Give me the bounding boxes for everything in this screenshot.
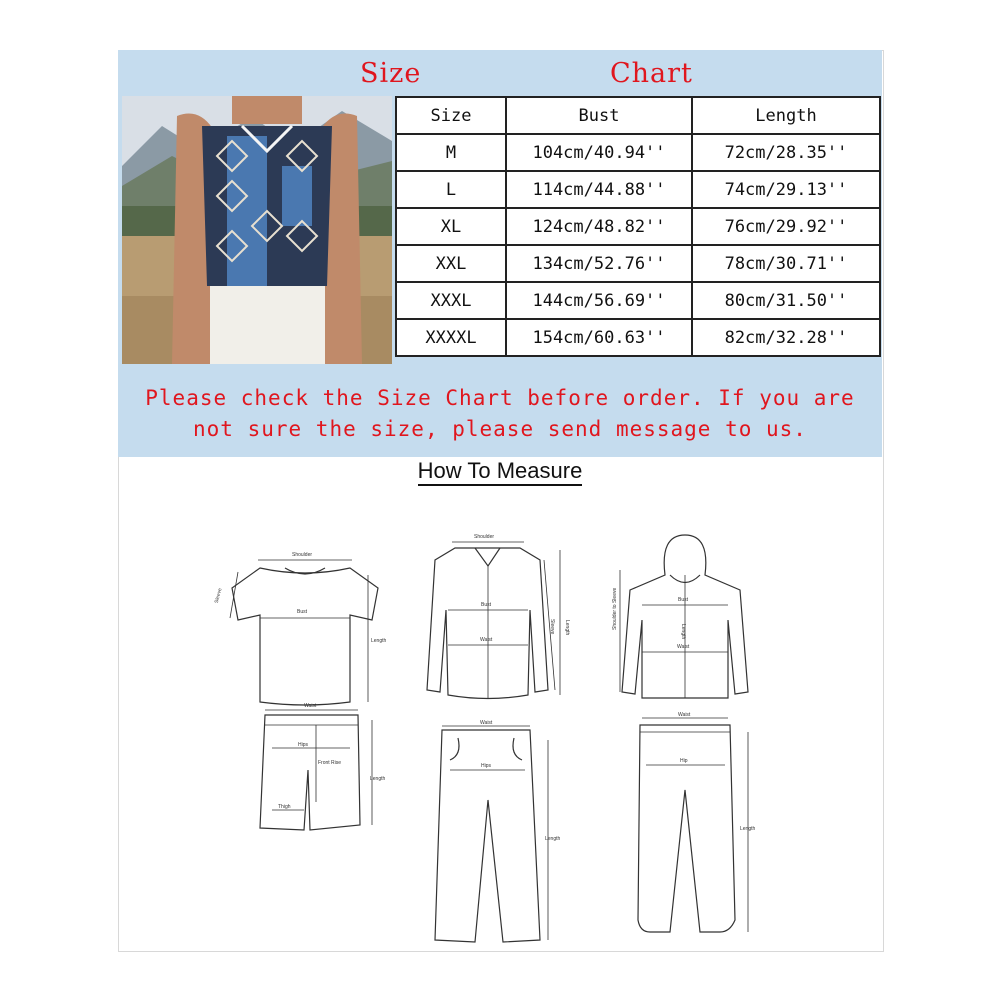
table-header-row bbox=[396, 97, 880, 134]
label-bust: Bust bbox=[297, 609, 308, 615]
table-row bbox=[396, 134, 880, 171]
column-header: Bust bbox=[506, 97, 692, 134]
shirt-diagram bbox=[427, 534, 570, 699]
table-cell: 124cm/48.82'' bbox=[506, 208, 692, 245]
hoodie-diagram bbox=[612, 535, 748, 698]
table-cell: 82cm/32.28'' bbox=[692, 319, 880, 356]
notice-line-2: not sure the size, please send message to us. bbox=[193, 417, 807, 441]
label-shoulder-shirt: Shoulder bbox=[474, 534, 495, 540]
trousers-diagram bbox=[435, 720, 561, 942]
how-to-measure-title: How To Measure bbox=[418, 458, 583, 486]
table-row bbox=[396, 319, 880, 356]
label-length-hoodie: Length bbox=[680, 624, 686, 640]
notice-line-1: Please check the Size Chart before order. If you are bbox=[145, 386, 855, 410]
how-to-measure-heading bbox=[0, 458, 1000, 484]
table-row bbox=[396, 245, 880, 282]
product-photo bbox=[122, 96, 392, 364]
table-cell: 74cm/29.13'' bbox=[692, 171, 880, 208]
table-row bbox=[396, 282, 880, 319]
label-shoulder-to-sleeve: Shoulder to Sleeve bbox=[612, 587, 618, 630]
table-cell: XXL bbox=[396, 245, 506, 282]
label-sleeve-shirt: Sleeve bbox=[549, 619, 555, 635]
label-waist-shorts: Waist bbox=[304, 703, 317, 709]
label-bust-hoodie: Bust bbox=[678, 597, 689, 603]
table-cell: 144cm/56.69'' bbox=[506, 282, 692, 319]
tshirt-diagram bbox=[214, 552, 387, 705]
label-hips-shorts: Hips bbox=[298, 742, 309, 748]
table-cell: XXXL bbox=[396, 282, 506, 319]
label-bust-shirt: Bust bbox=[481, 602, 492, 608]
label-shoulder: Shoulder bbox=[292, 552, 313, 558]
joggers-diagram bbox=[638, 712, 756, 932]
label-hips-trousers: Hips bbox=[481, 763, 492, 769]
table-cell: 154cm/60.63'' bbox=[506, 319, 692, 356]
table-cell: 76cm/29.92'' bbox=[692, 208, 880, 245]
label-hip-joggers: Hip bbox=[680, 758, 688, 764]
table-cell: L bbox=[396, 171, 506, 208]
table-cell: 134cm/52.76'' bbox=[506, 245, 692, 282]
label-length-trousers: Length bbox=[545, 836, 561, 842]
table-cell: 104cm/40.94'' bbox=[506, 134, 692, 171]
table-cell: XL bbox=[396, 208, 506, 245]
shorts-diagram bbox=[260, 703, 386, 830]
table-cell: M bbox=[396, 134, 506, 171]
label-front-rise: Front Rise bbox=[318, 760, 342, 766]
label-thigh: Thigh bbox=[278, 804, 291, 810]
table-cell: 72cm/28.35'' bbox=[692, 134, 880, 171]
product-photo-illustration bbox=[122, 96, 392, 364]
column-header: Size bbox=[396, 97, 506, 134]
table-cell: 80cm/31.50'' bbox=[692, 282, 880, 319]
size-table bbox=[395, 96, 881, 357]
label-length-shirt: Length bbox=[564, 620, 570, 636]
table-row bbox=[396, 171, 880, 208]
label-waist-shirt: Waist bbox=[480, 637, 493, 643]
label-length: Length bbox=[371, 638, 387, 644]
label-waist-trousers: Waist bbox=[480, 720, 493, 726]
label-length-joggers: Length bbox=[740, 826, 756, 832]
table-row bbox=[396, 208, 880, 245]
table-cell: 114cm/44.88'' bbox=[506, 171, 692, 208]
label-waist-joggers: Waist bbox=[678, 712, 691, 718]
title-chart: Chart bbox=[610, 58, 693, 89]
label-waist-hoodie: Waist bbox=[677, 644, 690, 650]
label-sleeve: Sleeve bbox=[213, 587, 224, 604]
measure-diagrams bbox=[200, 520, 800, 950]
title-size: Size bbox=[360, 58, 422, 89]
column-header: Length bbox=[692, 97, 880, 134]
table-cell: XXXXL bbox=[396, 319, 506, 356]
label-length-shorts: Length bbox=[370, 776, 386, 782]
table-cell: 78cm/30.71'' bbox=[692, 245, 880, 282]
